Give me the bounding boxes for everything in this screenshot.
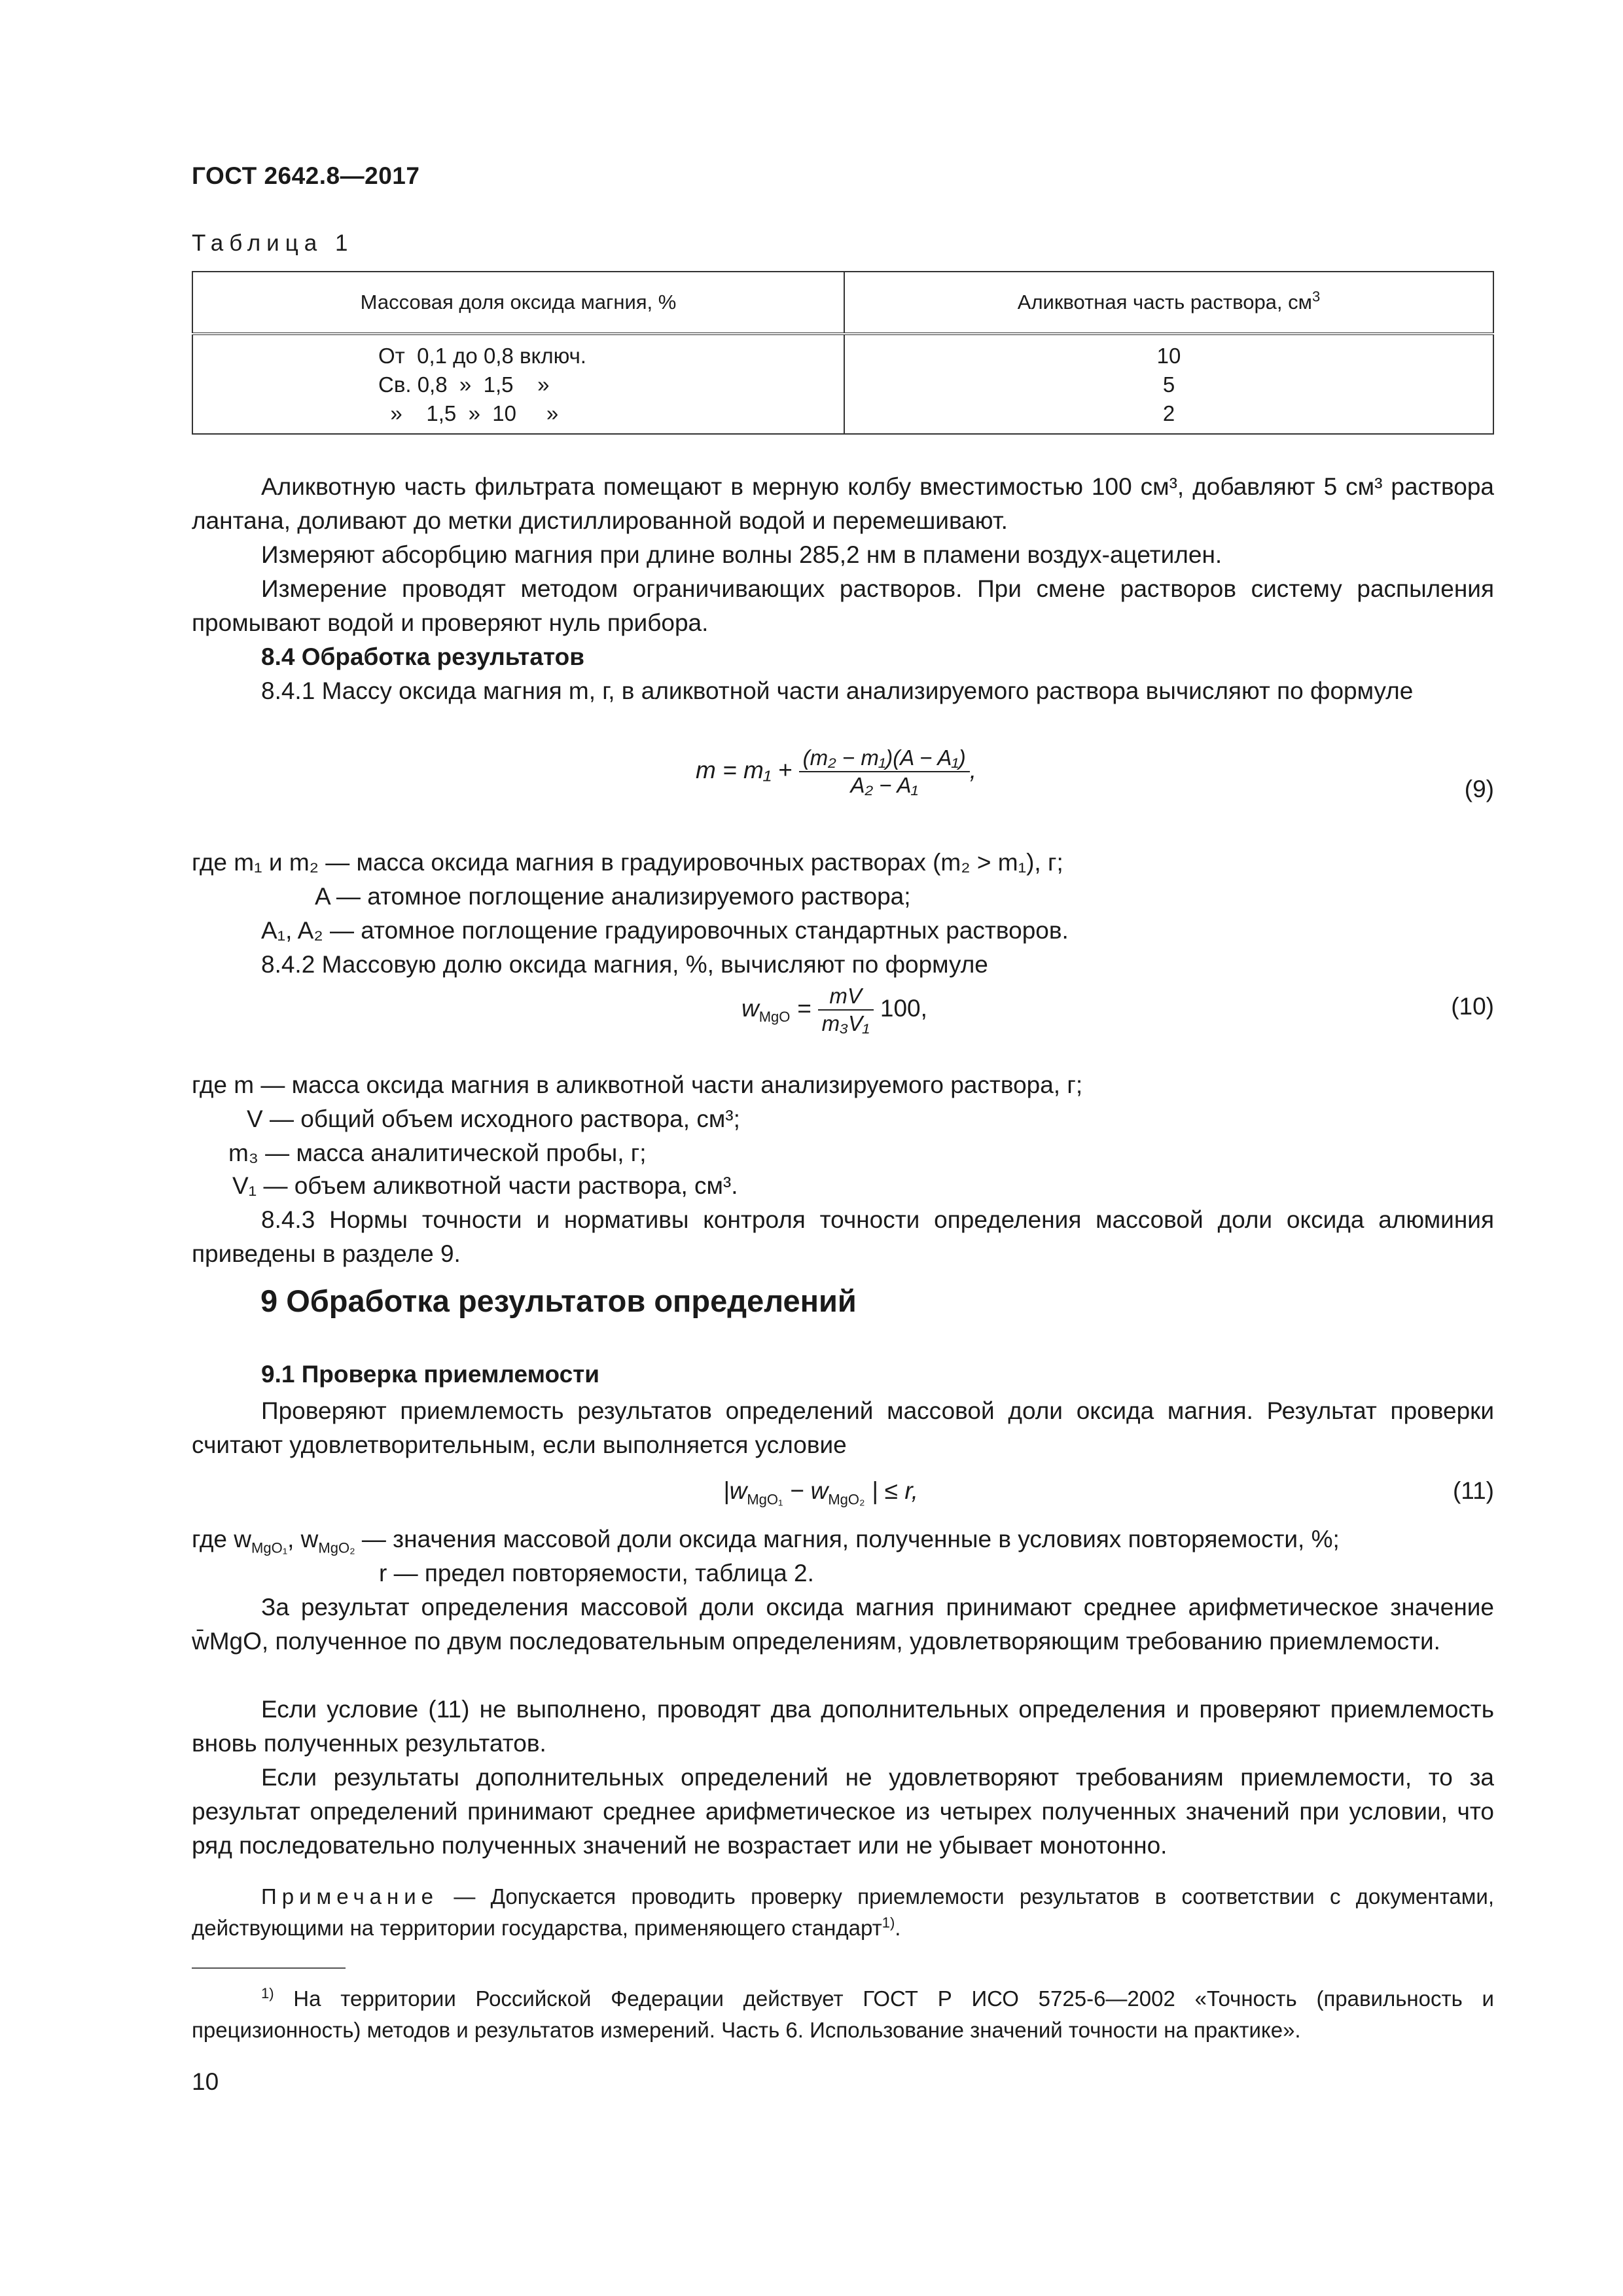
where-9-line-3: A₁, A₂ — атомное поглощение градуировочных стандартных растворов. <box>261 917 1069 944</box>
equation-10-number: (10) <box>1451 993 1494 1020</box>
table-cell: От 0,1 до 0,8 включ. <box>378 344 586 368</box>
where-10-line-2: V — общий объем исходного раствора, см³; <box>247 1105 740 1132</box>
page-number: 10 <box>192 2068 219 2095</box>
equation-9-denominator: A₂ − A₁ <box>850 773 918 797</box>
footnote-divider <box>192 1967 346 1969</box>
footnote-mark: 1) <box>261 1985 274 2001</box>
where-11-line-2: r — предел повторяемости, таблица 2. <box>379 1560 814 1587</box>
paragraph-result: За результат определения массовой доли оксида магния принимают среднее арифметическое значение w̄MgO, полученное по двум последовательным определениям, удовлетворяющим требованию приемлемости. <box>192 1594 1494 1655</box>
where-9-line-1: где m₁ и m₂ — масса оксида магния в градуировочных растворах (m₂ > m₁), г; <box>192 849 1063 876</box>
table-cell: 10 <box>1156 344 1181 368</box>
equation-9: m = m₁ + $\frac{\text{(m₂ − m₁)(A − A₁)}}{\text{A₂ − A₁}}$ , <box>696 745 977 797</box>
document-header: ГОСТ 2642.8—2017 <box>192 162 420 189</box>
table-title: Таблица 1 <box>192 230 354 256</box>
section-8-4-heading: 8.4 Обработка результатов <box>261 643 584 670</box>
equation-9-number: (9) <box>1464 776 1494 802</box>
table-cell: 2 <box>1162 401 1175 425</box>
paragraph-aliquot: Аликвотную часть фильтрата помещают в мерную колбу вместимостью 100 см³, добавляют 5 см³ раствора лантана, доливают до метки дистиллированной водой и перемешивают. <box>192 473 1494 534</box>
paragraph-8-4-2: 8.4.2 Массовую долю оксида магния, %, вычисляют по формуле <box>261 951 988 978</box>
where-9-line-2: A — атомное поглощение анализируемого раствора; <box>315 883 911 910</box>
table-1 <box>192 271 1494 435</box>
paragraph-measurement: Измерение проводят методом ограничивающих растворов. При смене растворов систему распыления промывают водой и проверяют нуль прибора. <box>192 575 1494 636</box>
where-10-line-3: m₃ — масса аналитической пробы, г; <box>228 1139 647 1166</box>
note-label: Примечание <box>261 1884 439 1909</box>
equation-10-denominator: m₃V₁ <box>821 1011 870 1035</box>
paragraph-extra: Если результаты дополнительных определений не удовлетворяют требованиям приемлемости, то за результат определений принимают среднее арифметическое из четырех полученных значений при условии, что ряд последовательно полученных значений не возрастает или не убывает монотонно. <box>192 1764 1494 1859</box>
paragraph-9-1: Проверяют приемлемость результатов определений массовой доли оксида магния. Результат проверки считают удовлетворительным, если выполняется условие <box>192 1397 1494 1458</box>
paragraph-8-4-3: 8.4.3 Нормы точности и нормативы контроля точности определения массовой доли оксида алюминия приведены в разделе 9. <box>192 1206 1494 1267</box>
paragraph-8-4-1: 8.4.1 Массу оксида магния m, г, в аликвотной части анализируемого раствора вычисляют по формуле <box>261 677 1414 704</box>
table-cell-mass-fraction <box>192 334 844 434</box>
table-header-aliquot: Аликвотная часть раствора, $см^3$ <box>844 272 1493 334</box>
section-9-heading: 9 Обработка результатов определений <box>260 1283 857 1318</box>
equation-11: $|w_{MgO_1} - w_{MgO_2}$ | ≤ r, <box>723 1477 918 1508</box>
table-cell: 5 <box>1162 372 1175 397</box>
where-10-line-4: V₁ — объем аликвотной части раствора, см³. <box>232 1172 738 1199</box>
where-11-line-1: где $w_{MgO_1}$, $w_{MgO_2}$ — значения массовой доли оксида магния, полученные в условиях повторяемости, %; <box>192 1526 1340 1556</box>
table-cell: Св. 0,8 » 1,5 » <box>378 372 550 397</box>
footnote: $^{1)}$ На территории Российской Федерации действует ГОСТ Р ИСО 5725-6—2002 «Точность (правильность и прецизионность) методов и результатов измерений. Часть 6. Использование значений точности на практике». <box>192 1985 1494 2042</box>
table-cell: » 1,5 » 10 » <box>378 401 559 425</box>
table-row <box>192 334 1493 434</box>
paragraph-condition: Если условие (11) не выполнено, проводят два дополнительных определения и проверяют приемлемость вновь полученных результатов. <box>192 1696 1494 1757</box>
table-header-mass-fraction: Массовая доля оксида магния, % <box>192 272 844 334</box>
equation-9-numerator: (m₂ − m₁)(A − A₁) <box>799 745 970 772</box>
table-cell-aliquot <box>844 334 1493 434</box>
paragraph-absorption: Измеряют абсорбцию магния при длине волны 285,2 нм в пламени воздух-ацетилен. <box>261 541 1222 568</box>
section-9-1-heading: 9.1 Проверка приемлемости <box>261 1361 600 1388</box>
equation-10-numerator: mV <box>818 983 874 1011</box>
equation-10: $w_{MgO}$ = $\frac{mV}{\text{m₃V₁}}$ 100, <box>741 984 927 1035</box>
where-10-line-1: где m — масса оксида магния в аликвотной части анализируемого раствора, г; <box>192 1071 1083 1098</box>
note: Примечание — Допускается проводить проверку приемлемости результатов в соответствии с документами, действующими на территории государства, применяющего стандарт$^{1)}$. <box>192 1884 1494 1940</box>
table-header-row <box>192 272 1493 334</box>
equation-11-number: (11) <box>1452 1477 1494 1504</box>
